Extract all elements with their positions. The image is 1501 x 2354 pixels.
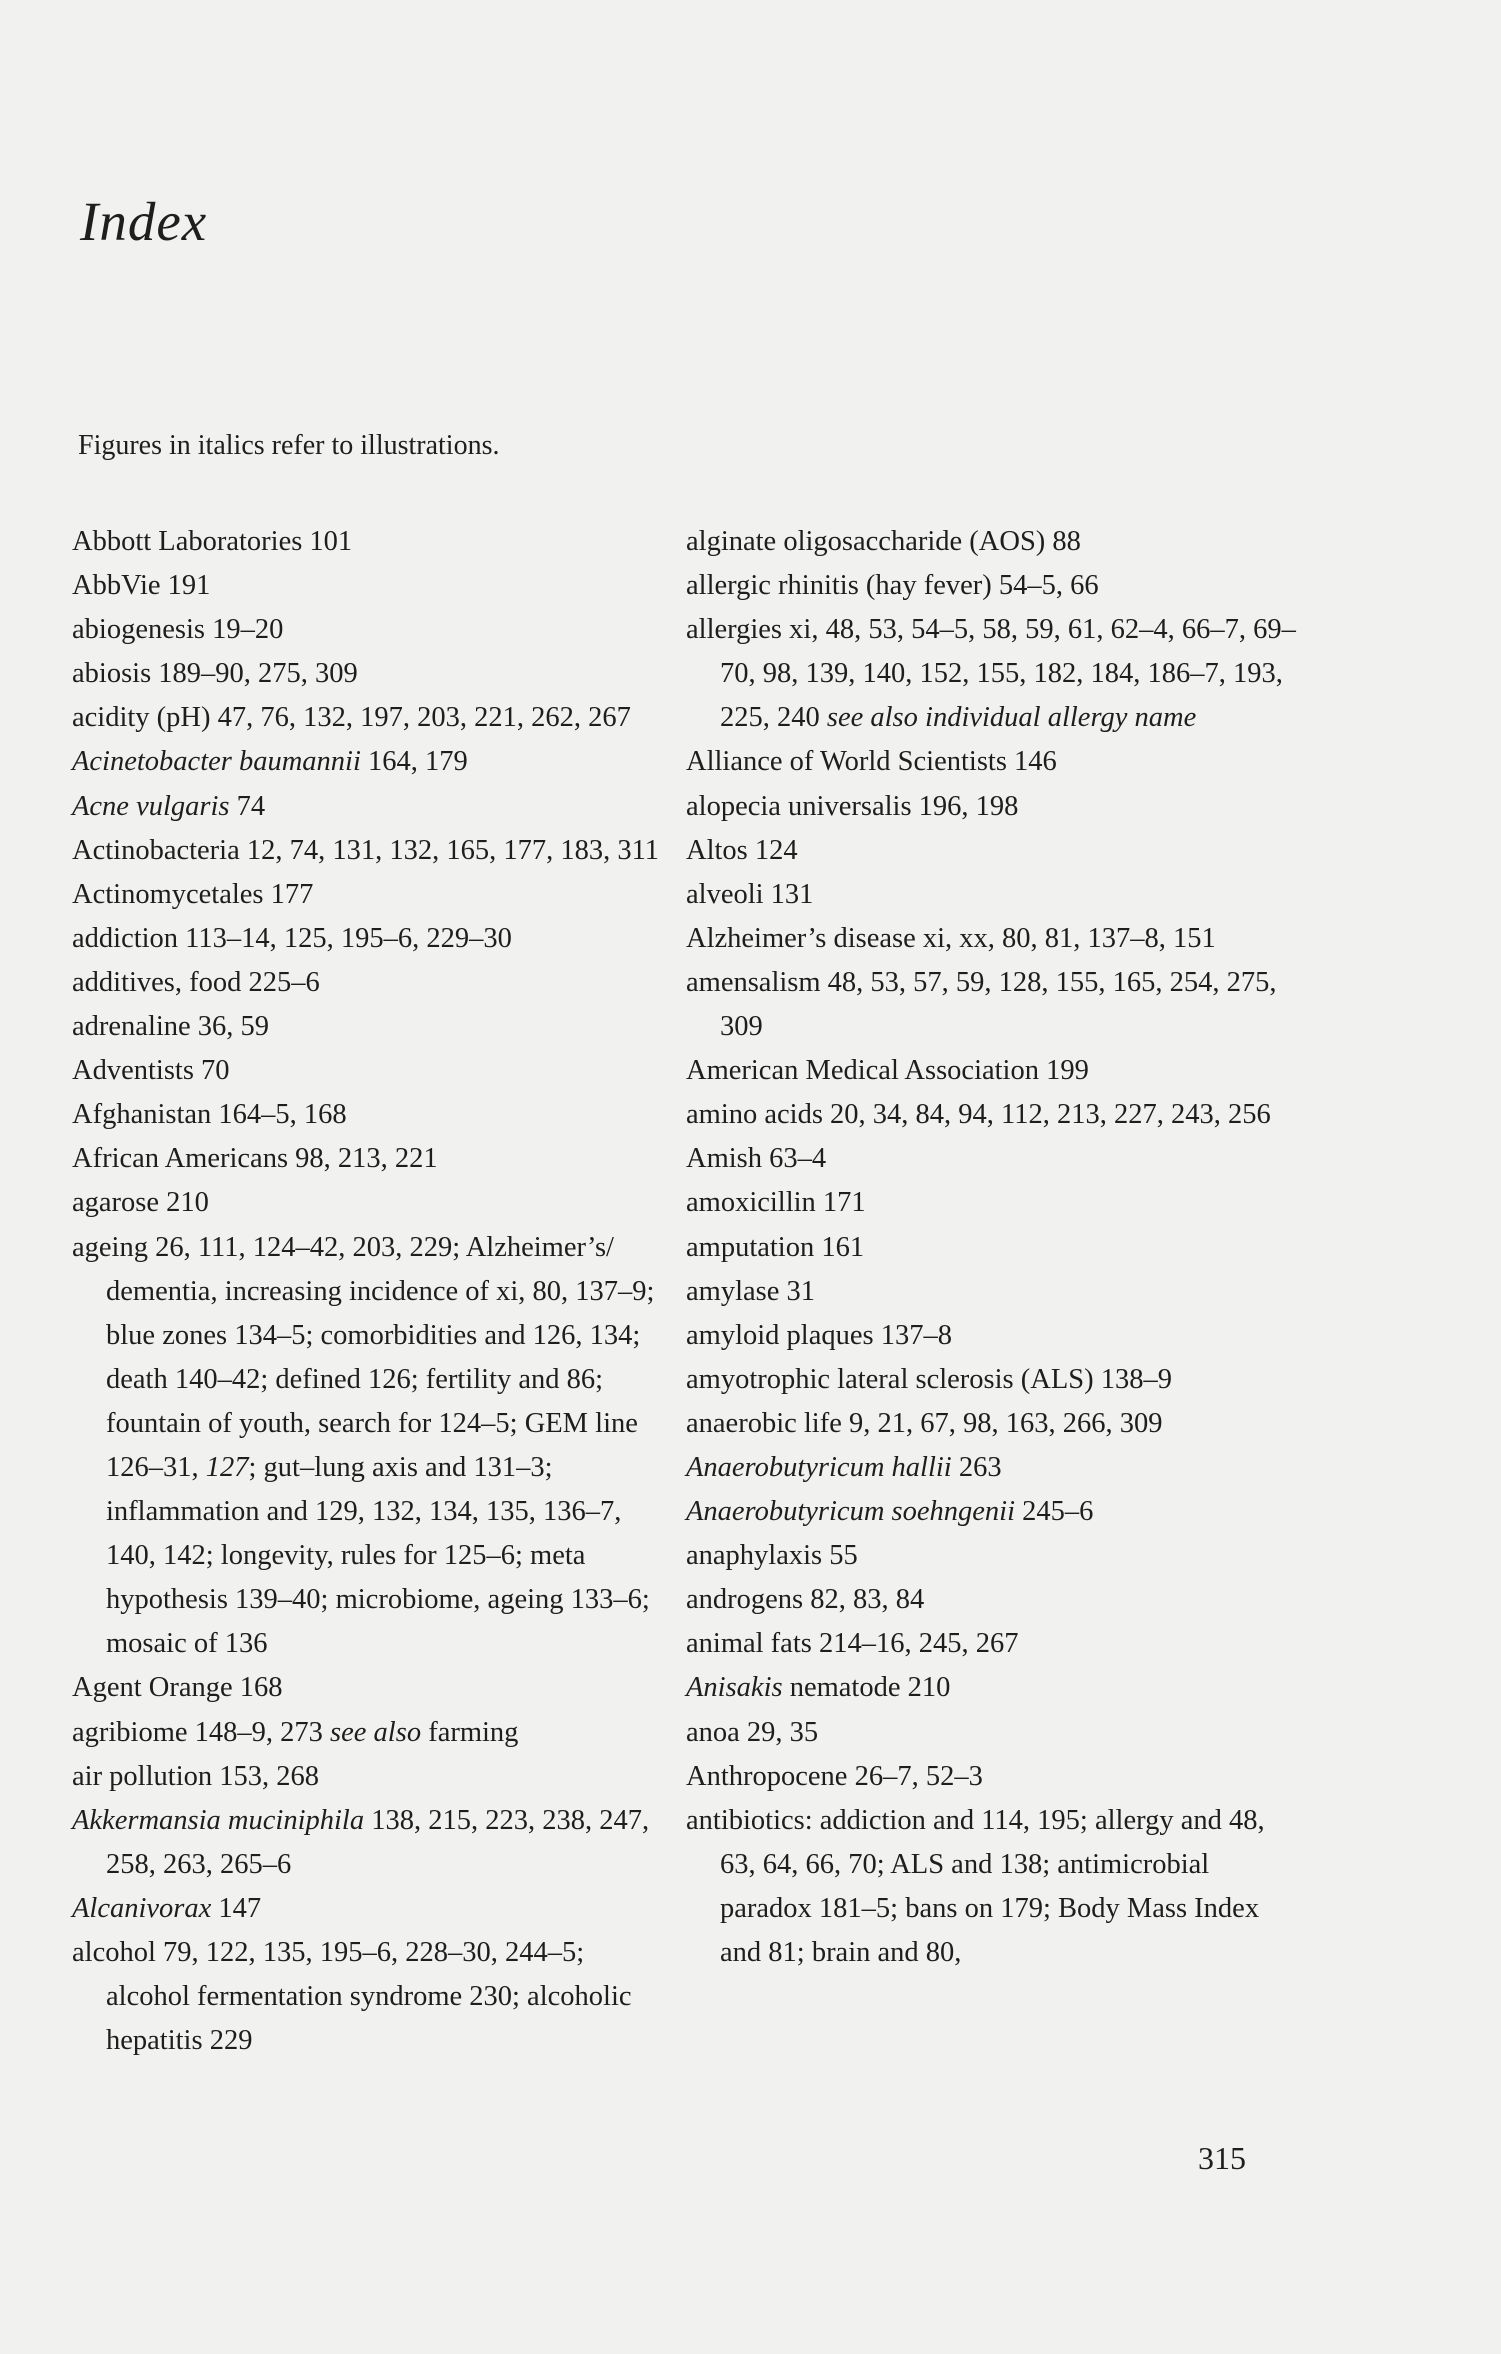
index-entry-italic-text: see also individual allergy name (826, 702, 1197, 734)
index-entry-text: air pollution 153, 268 (72, 1760, 319, 1792)
index-entry (686, 829, 1306, 873)
index-entry-text: 74 (229, 790, 266, 822)
index-entry-text: Alzheimer’s disease xi, xx, 80, 81, 137–8, 151 (686, 922, 1216, 954)
index-entry-text: acidity (pH) 47, 76, 132, 197, 203, 221, 262, 267 (72, 702, 631, 734)
index-entry-text: Altos 124 (686, 834, 798, 866)
index-entry (72, 785, 672, 829)
index-entry (72, 1711, 672, 1755)
index-entry (686, 1534, 1306, 1578)
index-entry-text: Adventists 70 (72, 1055, 230, 1087)
index-entry-text: Agent Orange 168 (72, 1672, 283, 1704)
index-entry (686, 608, 1306, 740)
index-entry (686, 520, 1306, 564)
index-entry (72, 652, 672, 696)
index-entry-text: Abbott Laboratories 101 (72, 526, 353, 557)
index-entry (686, 1049, 1306, 1093)
index-entry (72, 829, 672, 873)
index-entry-text: nematode 210 (782, 1672, 951, 1704)
index-entry (72, 1049, 672, 1093)
index-entry (72, 1137, 672, 1181)
index-entry (72, 740, 672, 784)
index-entry (686, 564, 1306, 608)
index-entry-text: ; gut–lung axis and 131–3; inflammation and 129, 132, 134, 135, 136–7, 140, 142; longevity, rules for 125–6; meta hypothesis 139–40; microbiome, ageing 133–6; mosaic of 136 (106, 1451, 650, 1660)
index-entry (686, 1666, 1306, 1710)
index-entry (72, 1799, 672, 1887)
index-entry (72, 1666, 672, 1710)
index-entry-text: 263 (951, 1451, 1002, 1483)
index-entry-text: alcohol 79, 122, 135, 195–6, 228–30, 244–5; alcohol fermentation syndrome 230; alcoholic hepatitis 229 (72, 1937, 632, 2057)
index-entry-text: antibiotics: addiction and 114, 195; allergy and 48, 63, 64, 66, 70; ALS and 138; antimicrobial paradox 181–5; bans on 179; Body Mass Index and 81; brain and 80, (686, 1804, 1265, 1968)
index-entry-text: abiogenesis 19–20 (72, 614, 284, 646)
index-entry (686, 1446, 1306, 1490)
index-entry-text: Actinomycetales 177 (72, 878, 314, 910)
index-entry (686, 1711, 1306, 1755)
index-entry (72, 1226, 672, 1667)
index-entry (686, 785, 1306, 829)
page-title: Index (80, 191, 208, 252)
index-entry (72, 1755, 672, 1799)
index-entry (72, 608, 672, 652)
index-entry (686, 1402, 1306, 1446)
index-entry-text: anoa 29, 35 (686, 1716, 819, 1748)
index-entry (686, 1490, 1306, 1534)
index-entry-text: amino acids 20, 34, 84, 94, 112, 213, 227, 243, 256 (686, 1099, 1271, 1131)
index-entry-text: 245–6 (1015, 1496, 1094, 1528)
index-entry-italic-text: Acne vulgaris (72, 790, 230, 822)
index-entry-text: Anthropocene 26–7, 52–3 (686, 1760, 983, 1792)
index-entry-italic-text: Anaerobutyricum hallii (686, 1451, 952, 1483)
index-entry-text: alginate oligosaccharide (AOS) 88 (686, 526, 1081, 557)
index-entry-text: amylase 31 (686, 1275, 816, 1307)
index-entry (686, 740, 1306, 784)
index-entry-text: adrenaline 36, 59 (72, 1011, 270, 1043)
index-entry-text: amyotrophic lateral sclerosis (ALS) 138–9 (686, 1363, 1172, 1395)
index-entry-italic-text: Akkermansia muciniphila (72, 1804, 365, 1836)
index-entry (72, 520, 672, 564)
index-entry-text: ageing 26, 111, 124–42, 203, 229; Alzheimer’s/ dementia, increasing incidence of xi, 80, 137–9; blue zones 134–5; comorbidities and 126, 134; death 140–42; defined 126; fertility and 86; fountain of youth, search for 124–5; GEM line 126–31, (72, 1231, 655, 1483)
index-entry (72, 1005, 672, 1049)
page-number: 315 (1198, 2140, 1246, 2176)
index-column-right (686, 520, 1306, 1975)
index-entry (72, 1093, 672, 1137)
index-entry-text: amyloid plaques 137–8 (686, 1319, 952, 1351)
index-entry-italic-text: 127 (205, 1451, 249, 1483)
index-entry-text: Afghanistan 164–5, 168 (72, 1099, 347, 1131)
index-entry (686, 961, 1306, 1049)
index-entry-text: American Medical Association 199 (686, 1055, 1089, 1087)
index-entry-text: allergic rhinitis (hay fever) 54–5, 66 (686, 570, 1099, 602)
index-entry-text: androgens 82, 83, 84 (686, 1584, 925, 1616)
index-entry (72, 1887, 672, 1931)
index-entry (686, 1314, 1306, 1358)
index-column-left (72, 520, 672, 2063)
index-entry (686, 1270, 1306, 1314)
index-entry-text: allergies xi, 48, 53, 54–5, 58, 59, 61, 62–4, 66–7, 69–70, 98, 139, 140, 152, 155, 182, 184, 186–7, 193, 225, 240 (686, 614, 1296, 734)
index-entry (72, 917, 672, 961)
index-entry-text: farming (421, 1716, 519, 1748)
index-entry-text: amensalism 48, 53, 57, 59, 128, 155, 165, 254, 275, 309 (686, 966, 1277, 1043)
index-entry-text: AbbVie 191 (72, 570, 211, 602)
index-entry-text: alopecia universalis 196, 198 (686, 790, 1019, 822)
index-entry-text: agarose 210 (72, 1187, 209, 1219)
index-entry-text: Alliance of World Scientists 146 (686, 746, 1057, 778)
index-entry-italic-text: see also (330, 1716, 422, 1748)
index-entry (686, 1578, 1306, 1622)
index-entry-text: abiosis 189–90, 275, 309 (72, 658, 358, 690)
index-entry-text: anaerobic life 9, 21, 67, 98, 163, 266, 309 (686, 1407, 1163, 1439)
index-entry-text: amputation 161 (686, 1231, 865, 1263)
index-entry-italic-text: Alcanivorax (72, 1892, 212, 1924)
index-entry (72, 961, 672, 1005)
index-entry-text: 147 (211, 1892, 262, 1924)
index-entry-text: African Americans 98, 213, 221 (72, 1143, 438, 1175)
index-entry (72, 696, 672, 740)
index-entry (686, 1181, 1306, 1225)
index-entry (686, 1093, 1306, 1137)
index-entry-text: 138, 215, 223, 238, 247, 258, 263, 265–6 (106, 1804, 650, 1880)
index-entry (686, 1137, 1306, 1181)
index-entry (686, 1358, 1306, 1402)
index-entry-text: additives, food 225–6 (72, 966, 320, 998)
index-entry-text: Actinobacteria 12, 74, 131, 132, 165, 177, 183, 311 (72, 834, 660, 866)
index-entry (686, 1799, 1306, 1975)
index-entry (686, 1226, 1306, 1270)
index-entry (686, 917, 1306, 961)
index-entry-italic-text: Anisakis (686, 1672, 783, 1704)
index-entry-text: Amish 63–4 (686, 1143, 827, 1175)
index-entry-text: agribiome 148–9, 273 (72, 1716, 331, 1748)
index-entry-italic-text: Anaerobutyricum soehngenii (686, 1496, 1016, 1528)
index-entry (72, 1931, 672, 2063)
index-entry-text: amoxicillin 171 (686, 1187, 866, 1219)
index-entry-text: 164, 179 (360, 746, 468, 778)
index-entry (686, 1755, 1306, 1799)
index-entry (686, 873, 1306, 917)
index-entry-text: anaphylaxis 55 (686, 1540, 858, 1572)
illustrations-note: Figures in italics refer to illustrations. (78, 430, 500, 461)
index-entry-italic-text: Acinetobacter baumannii (72, 746, 361, 778)
index-entry (72, 873, 672, 917)
index-entry-text: animal fats 214–16, 245, 267 (686, 1628, 1019, 1660)
index-entry-text: addiction 113–14, 125, 195–6, 229–30 (72, 922, 512, 954)
index-entry-text: alveoli 131 (686, 878, 814, 910)
index-entry (686, 1622, 1306, 1666)
index-entry (72, 1181, 672, 1225)
index-entry (72, 564, 672, 608)
